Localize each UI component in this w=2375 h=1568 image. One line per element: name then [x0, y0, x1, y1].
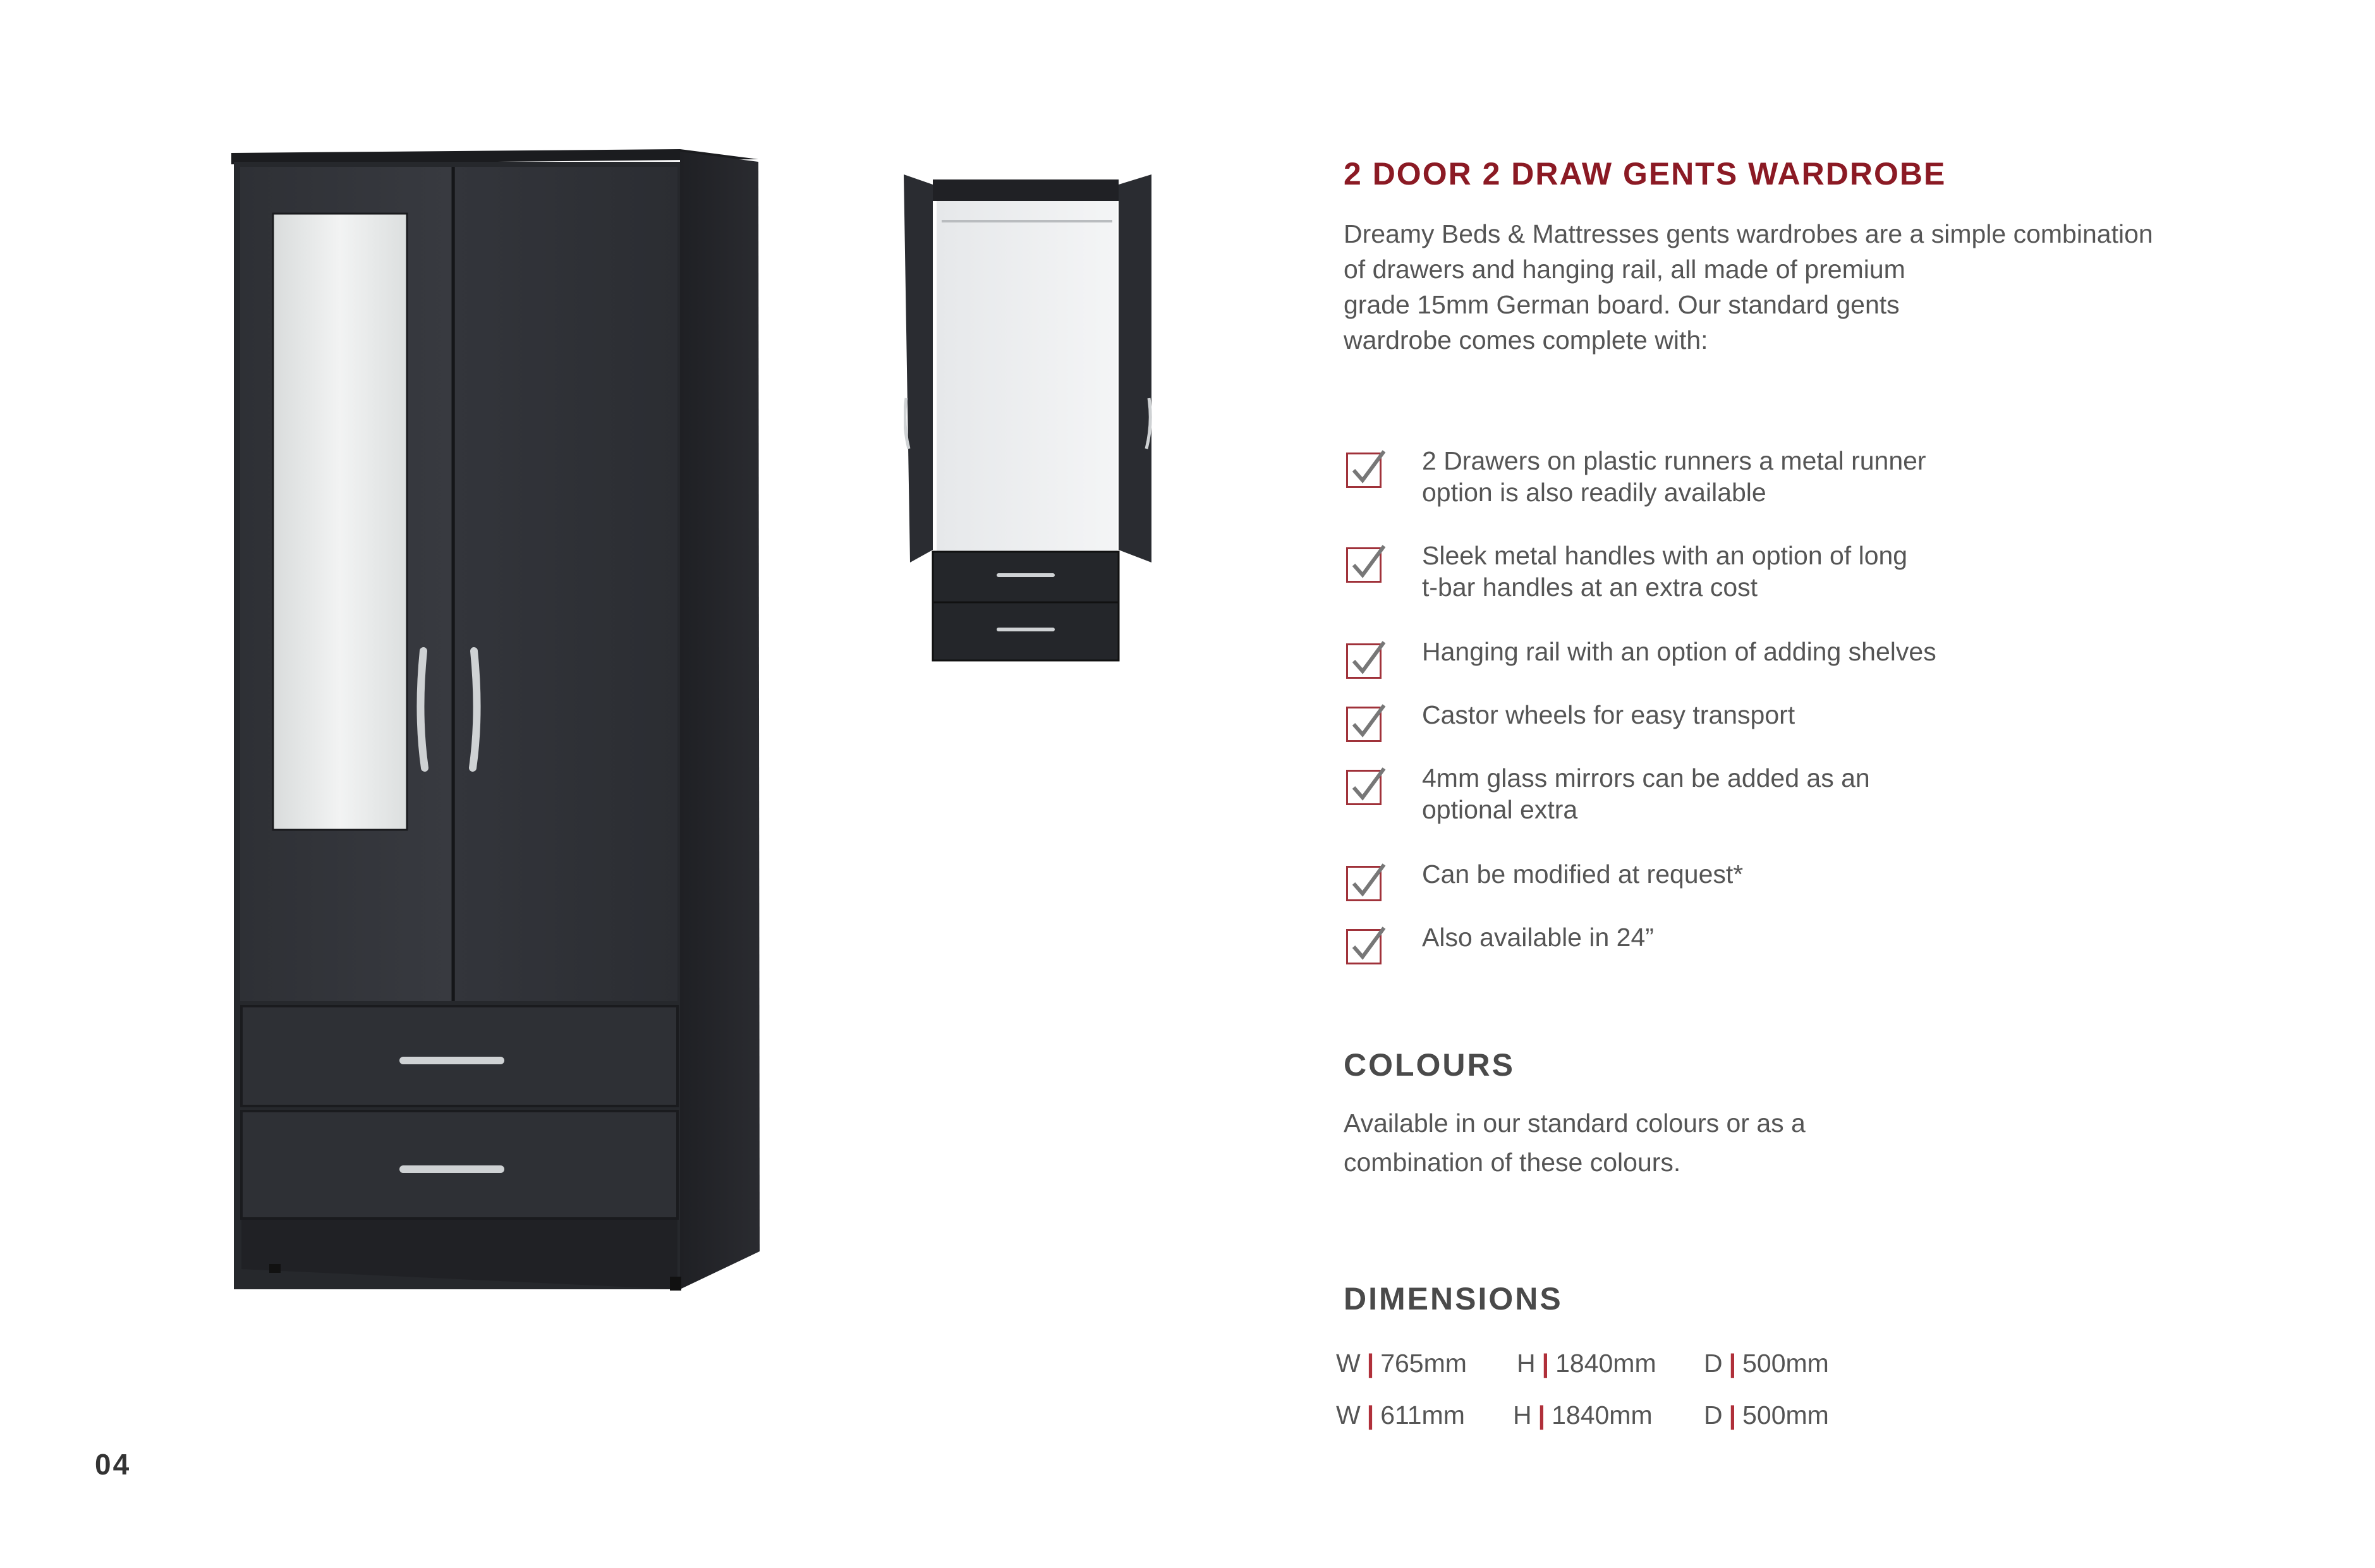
colours-line: combination of these colours. [1344, 1148, 1681, 1177]
colours-text [1344, 1103, 1806, 1182]
wardrobe-image-open [904, 171, 1157, 670]
checkbox-icon [1346, 925, 1387, 966]
feature-item [1346, 540, 2294, 636]
feature-text: Also available in 24” [1422, 923, 1654, 952]
product-title: 2 DOOR 2 DRAW GENTS WARDROBE [1344, 156, 1947, 191]
feature-text: 4mm glass mirrors can be added as an [1422, 763, 1870, 793]
feature-item [1346, 636, 2294, 699]
feature-text: Sleek metal handles with an option of long [1422, 541, 1908, 570]
feature-text-cont: t-bar handles at an extra cost [1422, 573, 1758, 602]
feature-item [1346, 762, 2294, 858]
feature-item [1346, 921, 2294, 985]
feature-item [1346, 858, 2294, 921]
feature-text: Can be modified at request* [1422, 860, 1744, 889]
description-line: wardrobe comes complete with: [1344, 325, 1708, 355]
height-label: H [1513, 1401, 1532, 1430]
depth-label: D [1704, 1401, 1723, 1430]
checkbox-icon [1346, 640, 1387, 680]
height-label: H [1517, 1349, 1536, 1378]
width-label: W [1336, 1349, 1361, 1378]
feature-text-cont: optional extra [1422, 795, 1578, 824]
checkbox-icon [1346, 449, 1387, 489]
description-line: grade 15mm German board. Our standard gents [1344, 290, 1900, 319]
width-label: W [1336, 1401, 1361, 1430]
description-line: of drawers and hanging rail, all made of premium [1344, 255, 1905, 284]
width-value: 611mm [1380, 1401, 1465, 1430]
dimensions-row: W | 611mm H | 1840mm D | 500mm [1336, 1401, 1829, 1430]
checkbox-icon [1346, 544, 1387, 584]
checkbox-icon [1346, 862, 1387, 903]
height-value: 1840mm [1555, 1349, 1656, 1378]
product-description [1344, 216, 2342, 358]
colours-heading: COLOURS [1344, 1047, 1515, 1083]
wardrobe-image-closed [228, 145, 771, 1296]
colours-line: Available in our standard colours or as a [1344, 1109, 1806, 1138]
checkbox-icon [1346, 766, 1387, 806]
feature-text-cont: option is also readily available [1422, 478, 1766, 507]
depth-label: D [1704, 1349, 1723, 1378]
feature-item [1346, 445, 2294, 540]
height-value: 1840mm [1552, 1401, 1653, 1430]
feature-text: 2 Drawers on plastic runners a metal runner [1422, 446, 1926, 475]
feature-text: Castor wheels for easy transport [1422, 700, 1795, 729]
feature-list [1346, 445, 2294, 985]
feature-text: Hanging rail with an option of adding shelves [1422, 637, 1936, 666]
feature-item [1346, 699, 2294, 762]
depth-value: 500mm [1742, 1349, 1829, 1378]
width-value: 765mm [1380, 1349, 1467, 1378]
dimensions-row: W | 765mm H | 1840mm D | 500mm [1336, 1349, 1829, 1378]
description-line: Dreamy Beds & Mattresses gents wardrobes are a simple combination [1344, 219, 2153, 248]
page-number: 04 [95, 1448, 131, 1481]
checkbox-icon [1346, 703, 1387, 743]
dimensions-heading: DIMENSIONS [1344, 1281, 1563, 1316]
depth-value: 500mm [1742, 1401, 1829, 1430]
